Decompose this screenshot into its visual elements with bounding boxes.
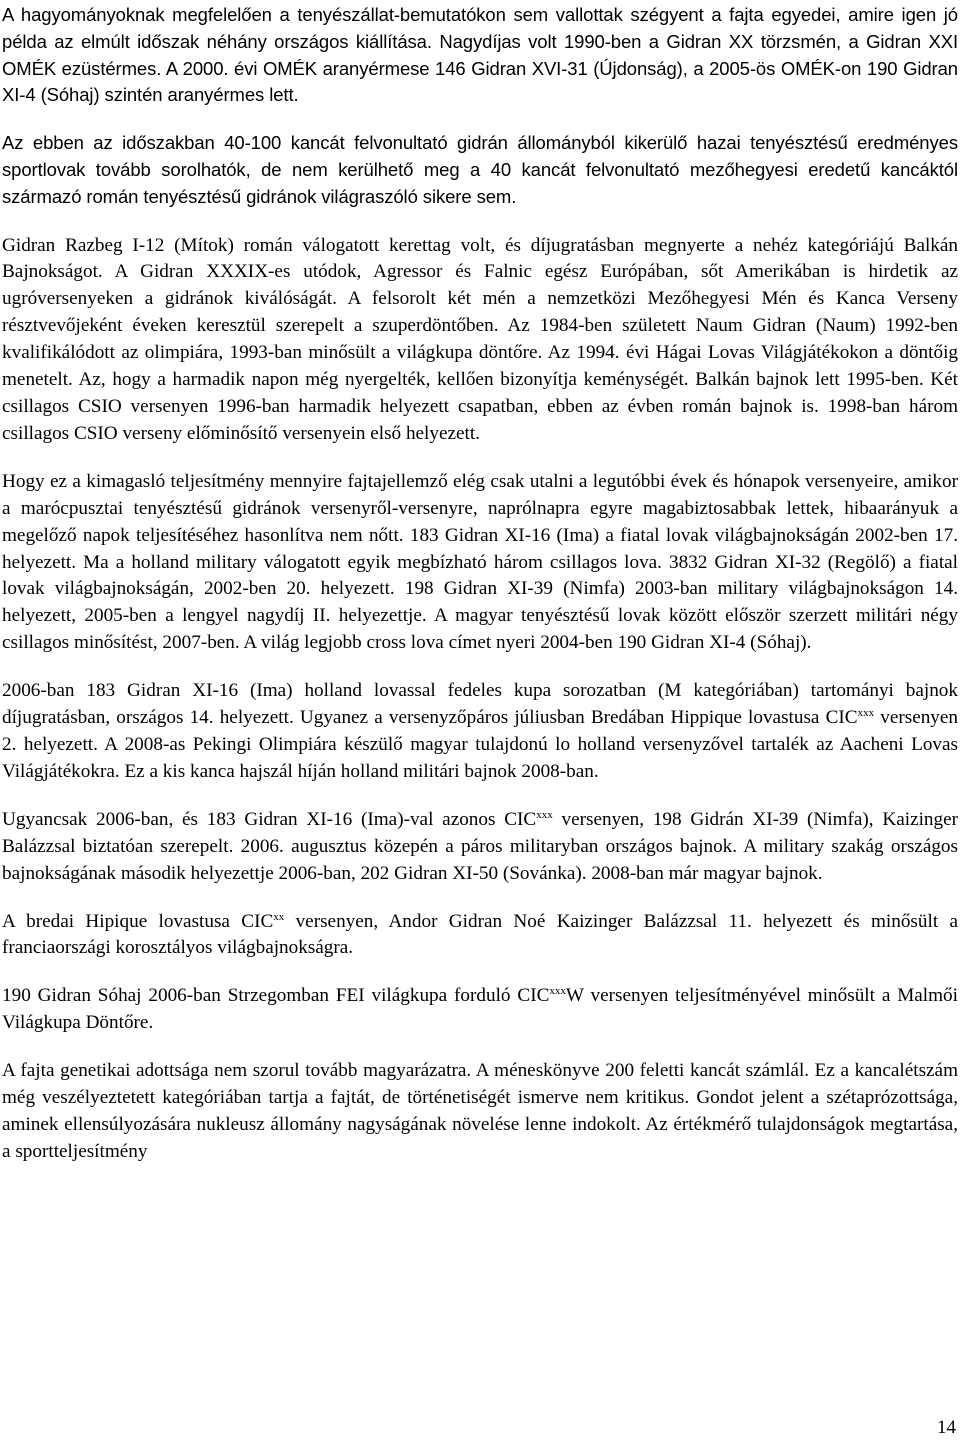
paragraph-sohaj-strzegom <box>2 983 958 1037</box>
star-rating-superscript: xxx <box>549 985 566 998</box>
paragraph-breda-noe <box>2 909 958 963</box>
paragraph-text: Ugyancsak 2006-ban, és 183 Gidran XI-16 (Ima)-val azonos CIC <box>2 808 537 830</box>
paragraph-text: A bredai Hipique lovastusa CIC <box>2 910 274 932</box>
paragraph-text: versenyen 2. helyezett. A 2008-as Pekingi Olimpiára készülő magyar tulajdonú lo holland versenyzővel tartalék az Aacheni Lovas Világjátékokra. Ez a kis kanca hajszál híján holland militári bajnok 2008-ban. <box>2 707 959 782</box>
paragraph-text: W versenyen teljesítményével minősült a Malmői Világkupa Döntőre. <box>2 985 958 1034</box>
paragraph-genetics: A fajta genetikai adottsága nem szorul tovább magyarázatra. A méneskönyve 200 feletti kancát számlál. Ez a kancalétszám még veszélyeztetett kategóriában tartja a fajtát, de történetiségét ismerve nem kritikus. Gondot jelent a szétaprózottsága, aminek ellensúlyozására nukleusz állomány nagyságának növelése lenne indokolt. Az értékmérő tulajdonságok megtartása, a sportteljesítmény <box>2 1060 958 1162</box>
paragraph-recent-performance: Hogy ez a kimagasló teljesítmény mennyire fajtajellemző elég csak utalni a legutóbbi évek és hónapok versenyeire, amikor a marócpusztai tenyésztésű gidránok versenyről-versenyre, naprólnapra egyre magabiztosabbak lettek, hibaarányuk a megelőző napok teljesítéséhez hasonlítva nem nőtt. 183 Gidran XI-16 (Ima) a fiatal lovak világbajnokságán 2002-ben 17. helyezett. Ma a holland military válogatott egyik megbízható három csillagos lova. 3832 Gidran XI-32 (Regölő) a fiatal lovak világbajnokságán, 2002-ben 20. helyezett. 198 Gidran XI-39 (Nimfa) 2003-ban military világbajnokságon 14. helyezett, 2005-ben a lengyel nagydíj II. helyezettje. A magyar tenyésztésű lovak között először szerzett militári négy csillagos minősítést, 2007-ben. A világ legjobb cross lova címet nyeri 2004-ben 190 Gidran XI-4 (Sóhaj). <box>2 470 958 654</box>
paragraph-text: 190 Gidran Sóhaj 2006-ban Strzegomban FEI világkupa forduló CIC <box>2 985 550 1007</box>
star-rating-superscript: xxx <box>536 808 553 821</box>
document-body <box>2 2 958 1166</box>
paragraph-nimfa-2006 <box>2 807 958 888</box>
paragraph-exhibitions: A hagyományoknak megfelelően a tenyészállat-bemutatókon sem vallottak szégyent a fajta egyedei, amire igen jó példa az elmúlt időszak néhány országos kiállítása. Nagydíjas volt 1990-ben a Gidran XX törzsmén, a Gidran XXI OMÉK ezüstérmes. A 2000. évi OMÉK aranyérmese 146 Gidran XVI-31 (Újdonság), a 2005-ös OMÉK-on 190 Gidran XI-4 (Sóhaj) szintén aranyérmes lett. <box>2 4 958 106</box>
star-rating-superscript: xxx <box>857 707 875 720</box>
paragraph-text: versenyen, Andor Gidran Noé Kaizinger Balázzsal 11. helyezett és minősült a franciaországi korosztályos világbajnokságra. <box>2 910 958 959</box>
paragraph-text: 2006-ban 183 Gidran XI-16 (Ima) holland lovassal fedeles kupa sorozatban (M kategóriában) tartományi bajnok díjugratásban, országos 14. helyezett. Ugyanez a versenyzőpáros júliusban Bredában Hippique lovastusa CIC <box>2 680 958 729</box>
paragraph-text: versenyen, 198 Gidrán XI-39 (Nimfa), Kaizinger Balázzsal biztatóan szerepelt. 2006. augusztus közepén a páros militaryban országos bajnok. A military szakág országos bajnokságának második helyezettje 2006-ban, 202 Gidran XI-50 (Sovánka). 2008-ban már magyar bajnok. <box>2 808 959 884</box>
star-rating-superscript: xx <box>273 910 285 923</box>
paragraph-ima-2006 <box>2 678 958 786</box>
page-number: 14 <box>937 1417 956 1438</box>
paragraph-razbeg-results: Gidran Razbeg I-12 (Mítok) román válogatott kerettag volt, és díjugratásban megnyerte a nehéz kategóriájú Balkán Bajnokságot. A Gidran XXXIX-es utódok, Agressor és Falnic egész Európában, sőt Amerikában is hirdetik az ugróversenyeken a gidránok kiválóságát. A felsorolt két mén a nemzetközi Mezőhegyesi Mén és Kanca Verseny résztvevőjeként éveken keresztül szerepelt a szuperdöntőben. Az 1984-ben született Naum Gidran (Naum) 1992-ben kvalifikálódott az olimpiára, 1993-ban minősült a világkupa döntőre. Az 1994. évi Hágai Lovas Világjátékokon a döntőig menetelt. Az, hogy a harmadik napon még nyergelték, kellően bizonyítja keménységét. Balkán bajnok lett 1995-ben. Két csillagos CSIO versenyen 1996-ban harmadik helyezett csapatban, ebben az évben román bajnok is. 1998-ban három csillagos CSIO verseny előminősítő versenyein első helyezett. <box>2 234 958 444</box>
paragraph-romanian-gidrans: Az ebben az időszakban 40-100 kancát felvonultató gidrán állományból kikerülő hazai tenyésztésű eredményes sportlovak tovább sorolhatók, de nem kerülhető meg a 40 kancát felvonultató mezőhegyesi eredetű kancáktól származó román tenyésztésű gidránok világraszóló sikere sem. <box>2 132 958 207</box>
